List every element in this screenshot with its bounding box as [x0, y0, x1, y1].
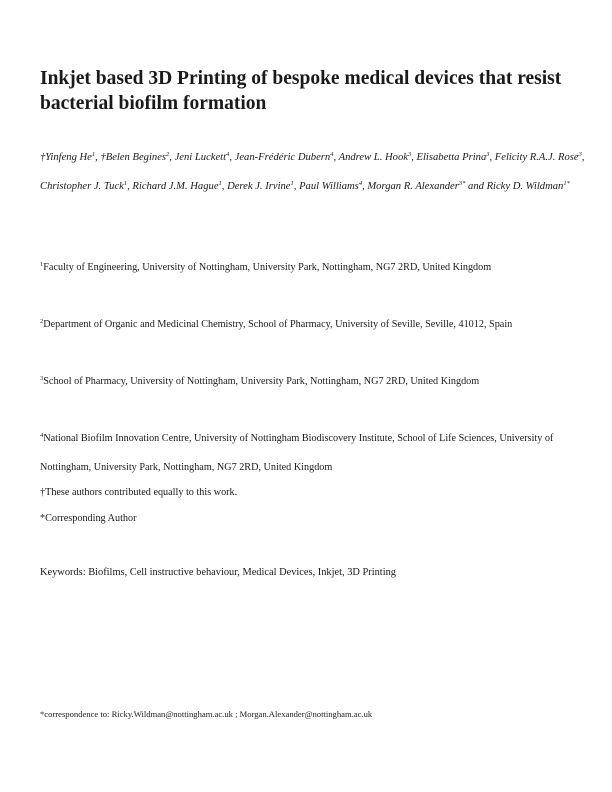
- corresponding-author-note: *Corresponding Author: [40, 513, 137, 524]
- affiliation-2: $^2$Department of Organic and Medicinal Chemistry, School of Pharmacy, University of Seville, Seville, 41012, Spain: [40, 318, 513, 330]
- author: Ricky D. Wildman$^{1*}$: [486, 180, 570, 192]
- paper-title: Inkjet based 3D Printing of bespoke medical devices that resist bacterial biofilm formation: [40, 68, 562, 114]
- affiliation-3: $^3$School of Pharmacy, University of Nottingham, University Park, Nottingham, NG7 2RD, United Kingdom: [40, 375, 480, 387]
- author: Richard J.M. Hague$^1$,: [132, 180, 228, 192]
- author: Jeni Luckett$^4$,: [174, 151, 235, 163]
- affiliation-1: $^1$Faculty of Engineering, University of Nottingham, University Park, Nottingham, NG7 2RD, United Kingdom: [40, 261, 492, 273]
- author: Andrew L. Hook$^3$,: [338, 151, 417, 163]
- affiliation-4: $^4$National Biofilm Innovation Centre, University of Nottingham Biodiscovery Institute, School of Life Sciences, University of Nottingham, University Park, Nottingham, NG7 2RD, United Kingdom: [40, 432, 554, 473]
- author: Derek J. Irvine$^1$,: [227, 180, 300, 192]
- correspondence-footnote: *correspondence to: Ricky.Wildman@nottingham.ac.uk ; Morgan.Alexander@nottingham.ac.uk: [40, 709, 373, 719]
- author: Felicity R.A.J. Rose$^3$,: [494, 151, 585, 163]
- author: Morgan R. Alexander$^{3*}$ and: [367, 180, 487, 192]
- author-list: [40, 143, 585, 201]
- author: Elisabetta Prina$^3$,: [416, 151, 495, 163]
- author: Christopher J. Tuck$^1$,: [40, 180, 133, 192]
- author: †Belen Begines$^2$,: [100, 151, 175, 163]
- keywords: Keywords: Biofilms, Cell instructive behaviour, Medical Devices, Inkjet, 3D Printing: [40, 567, 396, 578]
- author: Paul Williams$^4$,: [299, 180, 368, 192]
- author: †Yinfeng He$^1$,: [40, 151, 101, 163]
- equal-contribution-note: †These authors contributed equally to this work.: [40, 487, 238, 498]
- author: Jean-Frédéric Dubern$^4$,: [234, 151, 339, 163]
